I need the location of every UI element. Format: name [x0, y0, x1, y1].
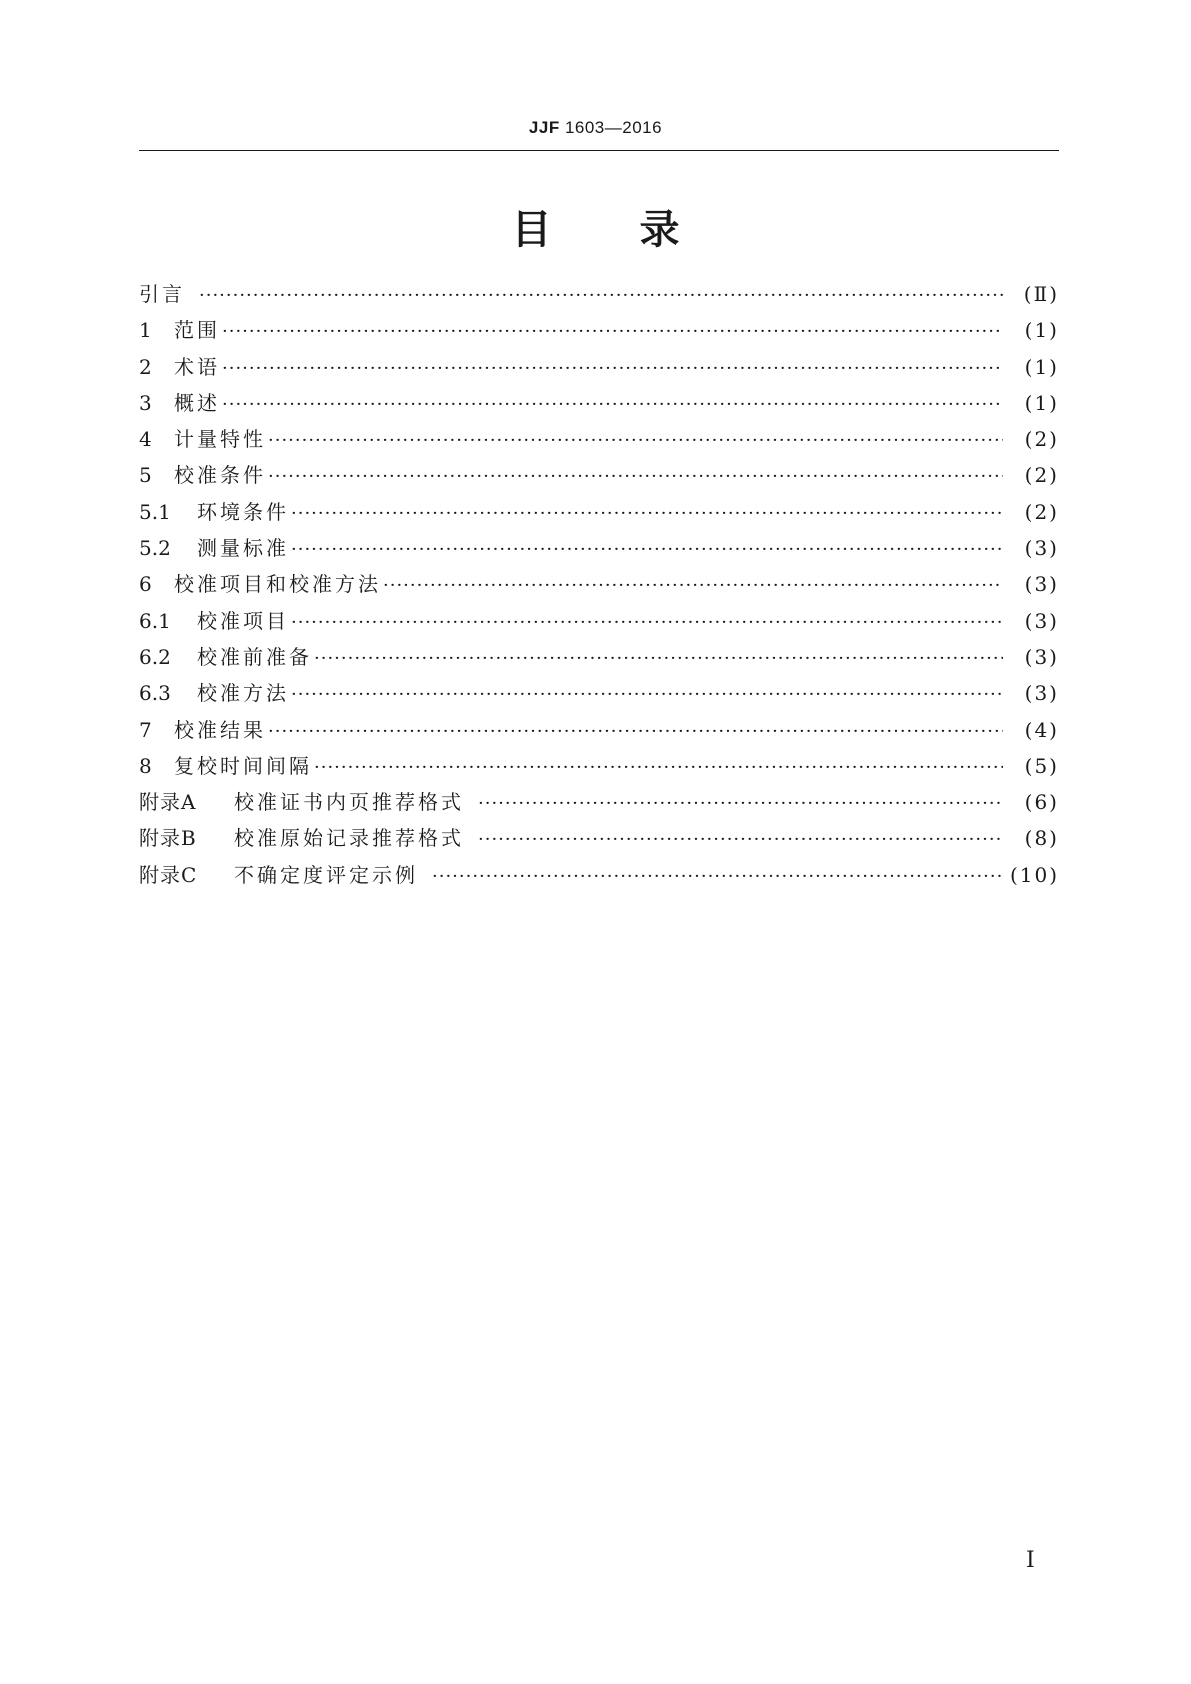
toc-page: (2) [1024, 499, 1059, 524]
toc-number: 2 [139, 354, 152, 379]
toc-label: 概述 [174, 390, 220, 415]
toc-leader [291, 496, 1003, 532]
toc-page: (1) [1024, 354, 1059, 379]
toc-label: 校准条件 [174, 463, 266, 488]
toc-label: 校准方法 [197, 681, 289, 706]
toc-page: (2) [1024, 427, 1059, 452]
toc-leader [314, 641, 1003, 677]
toc-item-6-1[interactable] [139, 603, 1059, 639]
title-char-2: 录 [639, 207, 680, 253]
toc-page: (2) [1024, 463, 1059, 488]
toc-page: (1) [1024, 390, 1059, 415]
toc-leader [291, 677, 1003, 713]
toc-item-7[interactable] [139, 712, 1059, 748]
toc-label: 校准原始记录推荐格式 [234, 826, 464, 851]
toc-label: 环境条件 [197, 499, 289, 524]
toc-item-appendix-c[interactable] [139, 857, 1059, 893]
toc-number: 6.3 [139, 681, 171, 706]
toc-item-6-2[interactable] [139, 639, 1059, 675]
toc-item-intro[interactable] [139, 276, 1059, 312]
toc-item-3[interactable] [139, 385, 1059, 421]
toc-leader [314, 750, 1003, 786]
title-char-1: 目 [511, 207, 552, 253]
toc-item-2[interactable] [139, 349, 1059, 385]
toc-leader [291, 605, 1003, 641]
running-header [0, 118, 1191, 138]
toc-leader [222, 351, 1003, 387]
toc-number: 7 [139, 717, 152, 742]
toc-page: (5) [1024, 753, 1059, 778]
toc-item-5-1[interactable] [139, 494, 1059, 530]
toc-number: 5.2 [139, 536, 171, 561]
toc-label: 校准证书内页推荐格式 [234, 790, 464, 815]
toc-number: 附录B [139, 826, 197, 851]
toc-number: 8 [139, 753, 152, 778]
toc-number: 附录C [139, 862, 198, 887]
toc-leader [432, 859, 1003, 895]
toc-page: (3) [1024, 536, 1059, 561]
toc-label: 不确定度评定示例 [234, 862, 418, 887]
toc-page: (Ⅱ) [1023, 282, 1059, 306]
toc-label: 校准前准备 [197, 644, 312, 669]
toc-label: 测量标准 [197, 536, 289, 561]
toc-page: (1) [1024, 318, 1059, 343]
toc-leader [199, 278, 1003, 314]
toc-item-5[interactable] [139, 457, 1059, 493]
toc-page: (10) [1009, 862, 1059, 887]
toc-item-8[interactable] [139, 748, 1059, 784]
toc-leader [222, 314, 1003, 350]
toc-leader [478, 786, 1003, 822]
page-number: Ⅰ [1026, 1548, 1035, 1573]
toc-label: 计量特性 [174, 427, 266, 452]
toc-leader [478, 822, 1003, 858]
toc-label: 校准结果 [174, 717, 266, 742]
toc-number: 5.1 [139, 499, 171, 524]
toc-page: (3) [1024, 572, 1059, 597]
toc-item-appendix-a[interactable] [139, 784, 1059, 820]
standard-code: JJF [528, 118, 560, 137]
header-rule [139, 150, 1059, 151]
toc-item-4[interactable] [139, 421, 1059, 457]
toc-label: 引言 [139, 282, 185, 306]
toc-leader [291, 532, 1003, 568]
toc-page: (6) [1024, 790, 1059, 815]
toc-page: (3) [1024, 644, 1059, 669]
toc-leader [222, 387, 1003, 423]
toc-item-6-3[interactable] [139, 675, 1059, 711]
toc-label: 范围 [174, 318, 220, 343]
toc-number: 6 [139, 572, 152, 597]
toc-page: (8) [1024, 826, 1059, 851]
toc-leader [268, 423, 1003, 459]
toc-number: 6.1 [139, 608, 171, 633]
toc-label: 校准项目 [197, 608, 289, 633]
toc-label: 复校时间间隔 [174, 753, 312, 778]
toc-page: (4) [1024, 717, 1059, 742]
toc-number: 附录A [139, 790, 197, 815]
toc-label: 术语 [174, 354, 220, 379]
toc-leader [383, 568, 1003, 604]
toc-item-1[interactable] [139, 312, 1059, 348]
table-of-contents [139, 276, 1059, 893]
toc-page: (3) [1024, 681, 1059, 706]
toc-number: 6.2 [139, 644, 171, 669]
standard-number: 1603—2016 [564, 118, 663, 137]
toc-item-5-2[interactable] [139, 530, 1059, 566]
toc-number: 5 [139, 463, 152, 488]
toc-number: 3 [139, 390, 152, 415]
page-title [0, 198, 1191, 255]
toc-number: 4 [139, 427, 152, 452]
toc-item-6[interactable] [139, 566, 1059, 602]
toc-number: 1 [139, 318, 152, 343]
toc-item-appendix-b[interactable] [139, 820, 1059, 856]
toc-page: (3) [1024, 608, 1059, 633]
toc-leader [268, 714, 1003, 750]
toc-label: 校准项目和校准方法 [174, 572, 381, 597]
toc-leader [268, 459, 1003, 495]
